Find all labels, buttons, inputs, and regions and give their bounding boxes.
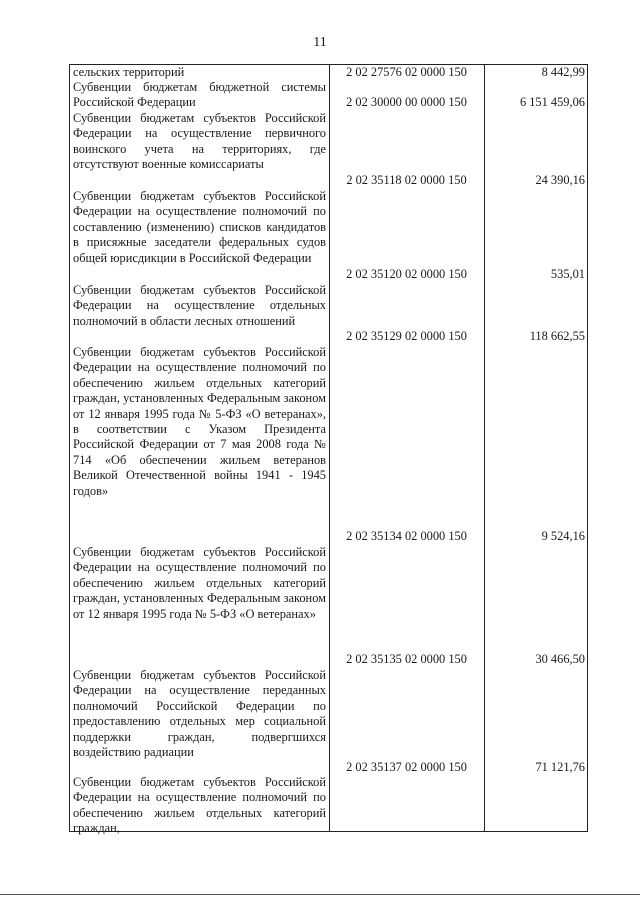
page-bottom-rule [0,894,640,895]
row-amount: 71 121,76 [535,760,585,774]
row-description: Субвенции бюджетам субъектов Российской Федерации на осуществление полномочий по составлению (изменению) списков кандидатов в присяжные заседатели федеральных судов общей юрисдикции в Российской Федерации [73,189,326,265]
row-code: 2 02 30000 00 0000 150 [346,95,467,109]
row-code: 2 02 35137 02 0000 150 [346,760,467,774]
row-description: Субвенции бюджетам субъектов Российской Федерации на осуществление отдельных полномочий в области лесных отношений [73,283,326,328]
row-amount: 535,01 [550,267,585,281]
row-amount: 118 662,55 [529,329,585,343]
page-number: 11 [313,35,327,50]
row-code: 2 02 27576 02 0000 150 [346,65,467,79]
row-amount: 6 151 459,06 [519,95,585,109]
row-amount: 8 442,99 [541,65,585,79]
row-amount: 9 524,16 [541,529,585,543]
revenue-table [69,64,588,836]
row-description: Субвенции бюджетам субъектов Российской Федерации на осуществление полномочий по обеспечению жильем отдельных категорий граждан, установленных Федеральным законом от 12 января 1995 года № 5-ФЗ «О ветеранах», в соответствии с Указом Президента Российской Федерации от 7 мая 2008 года № 714 «Об обеспечении жильем ветеранов Великой Отечественной войны 1941 - 1945 годов» [73,345,326,498]
row-code: 2 02 35135 02 0000 150 [346,652,467,666]
row-code: 2 02 35120 02 0000 150 [346,267,467,281]
row-description: Субвенции бюджетам субъектов Российской Федерации на осуществление полномочий по обеспечению жильем отдельных категорий граждан, установленных Федеральным законом от 12 января 1995 года № 5-ФЗ «О ветеранах» [73,545,326,621]
row-description: Субвенции бюджетам субъектов Российской Федерации на осуществление переданных полномочий Российской Федерации по предоставлению отдельных мер социальной поддержки граждан, подвергшихся воздействию радиации [73,668,326,760]
row-code: 2 02 35118 02 0000 150 [346,173,467,187]
row-description: Субвенции бюджетам бюджетной системы Российской Федерации [73,80,326,110]
row-description: Субвенции бюджетам субъектов Российской Федерации на осуществление полномочий по обеспечению жильем отдельных категорий граждан, [73,775,326,836]
row-code: 2 02 35134 02 0000 150 [346,529,467,543]
row-description: Субвенции бюджетам субъектов Российской Федерации на осуществление первичного воинского учета на территориях, где отсутствуют военные комиссариаты [73,111,326,172]
row-amount: 24 390,16 [535,173,585,187]
row-amount: 30 466,50 [535,652,585,666]
row-description: сельских территорий [73,65,185,79]
row-code: 2 02 35129 02 0000 150 [346,329,467,343]
